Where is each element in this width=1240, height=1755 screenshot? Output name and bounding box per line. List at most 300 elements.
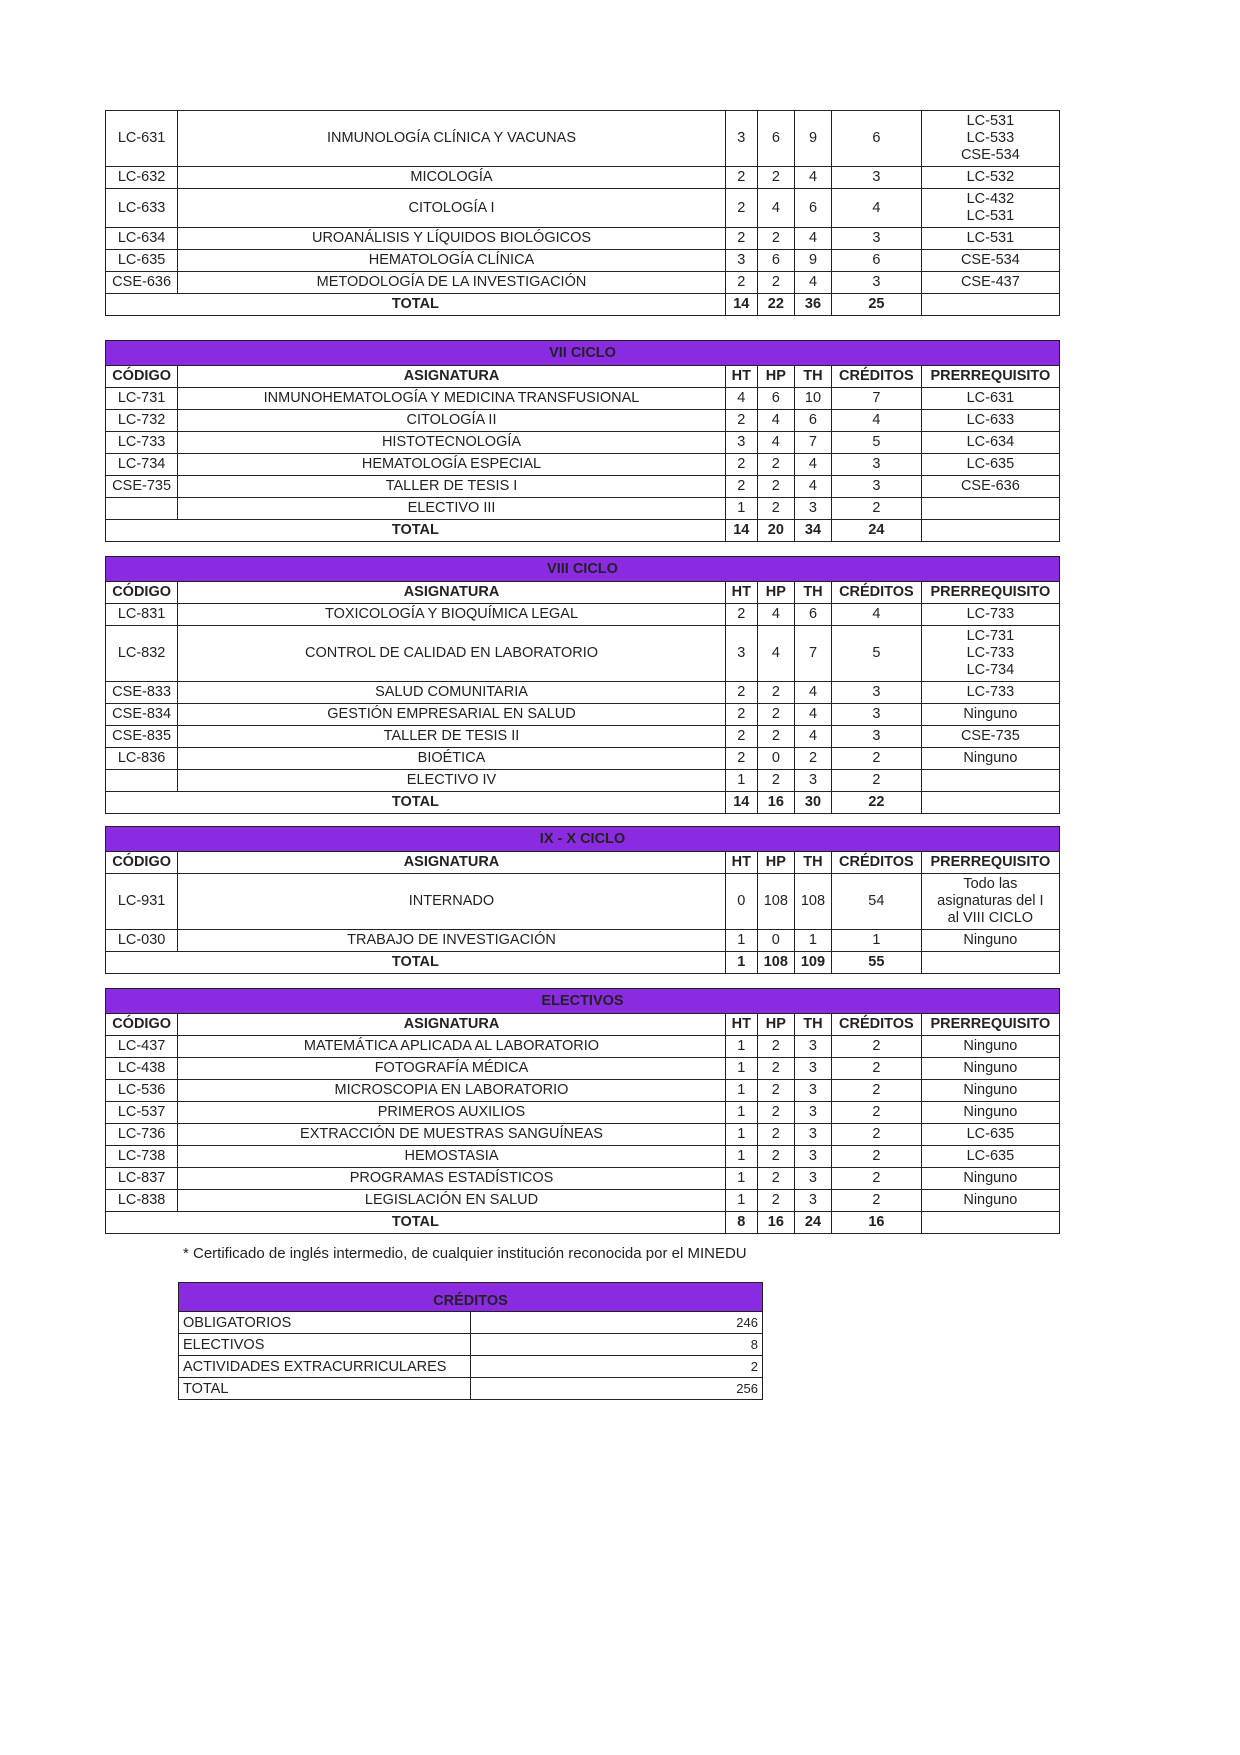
header-prerrequisito: PRERREQUISITO — [921, 366, 1059, 388]
cell-ht: 0 — [725, 874, 757, 930]
cell-creditos: 3 — [832, 272, 922, 294]
prerequisite: Ninguno — [963, 750, 1018, 766]
cell-ht: 1 — [725, 1058, 757, 1080]
creditos-table — [178, 1282, 763, 1400]
total-ht: 8 — [725, 1212, 757, 1234]
prerequisite: Ninguno — [963, 1104, 1018, 1120]
cell-hp: 2 — [757, 726, 794, 748]
total-ht: 14 — [725, 520, 757, 542]
cell-ht: 2 — [725, 410, 757, 432]
total-hp: 20 — [757, 520, 794, 542]
cell-codigo — [106, 498, 178, 520]
prerequisite: Todo las — [963, 876, 1018, 892]
total-creditos: 16 — [832, 1212, 922, 1234]
cell-hp: 0 — [757, 930, 794, 952]
curriculum-section — [105, 826, 1060, 974]
cell-ht: 2 — [725, 476, 757, 498]
cell-prerrequisito — [921, 682, 1059, 704]
cell-prerrequisito — [921, 1102, 1059, 1124]
total-label: TOTAL — [106, 294, 726, 316]
cell-hp: 2 — [757, 272, 794, 294]
curriculum-table — [105, 826, 1060, 974]
table-row — [106, 228, 1060, 250]
cell-asignatura: BIOÉTICA — [178, 748, 726, 770]
cell-th: 6 — [794, 189, 831, 228]
total-blank — [921, 520, 1059, 542]
table-row — [106, 250, 1060, 272]
cell-codigo: LC-733 — [106, 432, 178, 454]
cell-codigo: LC-736 — [106, 1124, 178, 1146]
cell-creditos: 6 — [832, 111, 922, 167]
cell-prerrequisito — [921, 1146, 1059, 1168]
total-row — [106, 520, 1060, 542]
cell-prerrequisito — [921, 874, 1059, 930]
header-asignatura: ASIGNATURA — [178, 852, 726, 874]
cell-creditos: 2 — [832, 1124, 922, 1146]
cell-th: 3 — [794, 498, 831, 520]
cell-th: 4 — [794, 272, 831, 294]
cell-ht: 2 — [725, 604, 757, 626]
cell-th: 1 — [794, 930, 831, 952]
total-ht: 14 — [725, 792, 757, 814]
cell-asignatura: HISTOTECNOLOGÍA — [178, 432, 726, 454]
header-ht: HT — [725, 366, 757, 388]
cell-codigo: LC-536 — [106, 1080, 178, 1102]
cell-hp: 2 — [757, 498, 794, 520]
total-label: TOTAL — [106, 1212, 726, 1234]
cell-th: 3 — [794, 1190, 831, 1212]
table-row — [106, 454, 1060, 476]
cell-ht: 1 — [725, 1146, 757, 1168]
cell-th: 7 — [794, 626, 831, 682]
header-prerrequisito: PRERREQUISITO — [921, 582, 1059, 604]
cell-ht: 1 — [725, 498, 757, 520]
curriculum-section — [105, 110, 1060, 316]
section-title: IX - X CICLO — [106, 827, 1060, 852]
cell-prerrequisito — [921, 432, 1059, 454]
prerequisite: LC-635 — [966, 456, 1015, 472]
prerequisite: LC-432 — [966, 191, 1015, 207]
total-row — [106, 952, 1060, 974]
cell-creditos: 2 — [832, 1146, 922, 1168]
prerequisite: LC-634 — [966, 434, 1015, 450]
cell-th: 3 — [794, 1168, 831, 1190]
cell-creditos: 2 — [832, 770, 922, 792]
cell-hp: 2 — [757, 1036, 794, 1058]
header-ht: HT — [725, 852, 757, 874]
cell-codigo: LC-831 — [106, 604, 178, 626]
total-hp: 108 — [757, 952, 794, 974]
prerequisite: LC-532 — [966, 169, 1015, 185]
total-th: 24 — [794, 1212, 831, 1234]
table-row — [106, 1146, 1060, 1168]
table-row — [106, 167, 1060, 189]
cell-ht: 1 — [725, 1168, 757, 1190]
cell-hp: 6 — [757, 250, 794, 272]
cell-prerrequisito — [921, 228, 1059, 250]
cell-codigo: LC-931 — [106, 874, 178, 930]
cell-codigo: LC-837 — [106, 1168, 178, 1190]
cell-ht: 3 — [725, 250, 757, 272]
cell-prerrequisito — [921, 410, 1059, 432]
cell-ht: 2 — [725, 228, 757, 250]
table-row — [106, 498, 1060, 520]
table-row — [106, 1036, 1060, 1058]
header-creditos: CRÉDITOS — [832, 852, 922, 874]
curriculum-table — [105, 556, 1060, 814]
prerequisite: Ninguno — [963, 1082, 1018, 1098]
prerequisite: LC-631 — [966, 390, 1015, 406]
cell-codigo: CSE-636 — [106, 272, 178, 294]
cell-creditos: 54 — [832, 874, 922, 930]
table-row — [106, 874, 1060, 930]
cell-asignatura: PRIMEROS AUXILIOS — [178, 1102, 726, 1124]
total-blank — [921, 952, 1059, 974]
table-row — [106, 682, 1060, 704]
curriculum-section — [105, 340, 1060, 542]
cell-asignatura: HEMATOLOGÍA ESPECIAL — [178, 454, 726, 476]
cell-hp: 2 — [757, 1080, 794, 1102]
cell-ht: 3 — [725, 626, 757, 682]
cell-ht: 1 — [725, 1190, 757, 1212]
cell-codigo: CSE-835 — [106, 726, 178, 748]
cell-creditos: 3 — [832, 167, 922, 189]
cell-asignatura: TOXICOLOGÍA Y BIOQUÍMICA LEGAL — [178, 604, 726, 626]
cell-creditos: 2 — [832, 748, 922, 770]
cell-ht: 2 — [725, 272, 757, 294]
cell-codigo: LC-838 — [106, 1190, 178, 1212]
cell-asignatura: MICOLOGÍA — [178, 167, 726, 189]
cell-prerrequisito — [921, 388, 1059, 410]
cell-ht: 3 — [725, 432, 757, 454]
cell-asignatura: INTERNADO — [178, 874, 726, 930]
table-row — [106, 272, 1060, 294]
cell-hp: 2 — [757, 770, 794, 792]
section-title: VIII CICLO — [106, 557, 1060, 582]
header-prerrequisito: PRERREQUISITO — [921, 1014, 1059, 1036]
cell-asignatura: CITOLOGÍA II — [178, 410, 726, 432]
cell-hp: 4 — [757, 432, 794, 454]
header-creditos: CRÉDITOS — [832, 582, 922, 604]
cell-creditos: 4 — [832, 189, 922, 228]
curriculum-table — [105, 988, 1060, 1234]
header-th: TH — [794, 852, 831, 874]
cell-hp: 2 — [757, 228, 794, 250]
total-blank — [921, 294, 1059, 316]
cell-codigo: LC-437 — [106, 1036, 178, 1058]
cell-th: 6 — [794, 410, 831, 432]
cell-prerrequisito — [921, 167, 1059, 189]
total-hp: 22 — [757, 294, 794, 316]
cell-prerrequisito — [921, 476, 1059, 498]
cell-th: 4 — [794, 167, 831, 189]
cell-codigo: LC-734 — [106, 454, 178, 476]
prerequisite: asignaturas del I — [937, 893, 1044, 909]
cell-hp: 2 — [757, 454, 794, 476]
cell-codigo: LC-732 — [106, 410, 178, 432]
cell-th: 4 — [794, 454, 831, 476]
table-header-row — [106, 852, 1060, 874]
table-row — [106, 1124, 1060, 1146]
table-row — [106, 1080, 1060, 1102]
cell-th: 9 — [794, 111, 831, 167]
cell-th: 2 — [794, 748, 831, 770]
prerequisite: al VIII CICLO — [947, 910, 1034, 926]
cell-asignatura: FOTOGRAFÍA MÉDICA — [178, 1058, 726, 1080]
cell-asignatura: GESTIÓN EMPRESARIAL EN SALUD — [178, 704, 726, 726]
prerequisite: CSE-534 — [960, 252, 1020, 268]
cell-hp: 4 — [757, 626, 794, 682]
table-row — [106, 626, 1060, 682]
cell-ht: 2 — [725, 167, 757, 189]
cell-asignatura: EXTRACCIÓN DE MUESTRAS SANGUÍNEAS — [178, 1124, 726, 1146]
header-asignatura: ASIGNATURA — [178, 366, 726, 388]
prerequisite: CSE-437 — [960, 274, 1020, 290]
cell-hp: 4 — [757, 410, 794, 432]
table-row — [106, 111, 1060, 167]
cell-prerrequisito — [921, 604, 1059, 626]
cell-th: 3 — [794, 1124, 831, 1146]
header-asignatura: ASIGNATURA — [178, 1014, 726, 1036]
cell-creditos: 4 — [832, 410, 922, 432]
cell-asignatura: CITOLOGÍA I — [178, 189, 726, 228]
header-hp: HP — [757, 1014, 794, 1036]
cell-codigo: LC-631 — [106, 111, 178, 167]
header-codigo: CÓDIGO — [106, 366, 178, 388]
prerequisite: LC-734 — [966, 662, 1015, 678]
cell-codigo: LC-438 — [106, 1058, 178, 1080]
cell-hp: 2 — [757, 1146, 794, 1168]
cell-creditos: 3 — [832, 476, 922, 498]
cell-asignatura: TRABAJO DE INVESTIGACIÓN — [178, 930, 726, 952]
cell-creditos: 3 — [832, 228, 922, 250]
cell-creditos: 3 — [832, 726, 922, 748]
cell-prerrequisito — [921, 1080, 1059, 1102]
cell-codigo: LC-832 — [106, 626, 178, 682]
cell-codigo: LC-731 — [106, 388, 178, 410]
cell-prerrequisito — [921, 1190, 1059, 1212]
cell-prerrequisito — [921, 250, 1059, 272]
cell-codigo: LC-634 — [106, 228, 178, 250]
cell-hp: 2 — [757, 167, 794, 189]
cell-asignatura: PROGRAMAS ESTADÍSTICOS — [178, 1168, 726, 1190]
cell-hp: 4 — [757, 604, 794, 626]
cell-asignatura: UROANÁLISIS Y LÍQUIDOS BIOLÓGICOS — [178, 228, 726, 250]
prerequisite: CSE-735 — [960, 728, 1020, 744]
cell-ht: 1 — [725, 1124, 757, 1146]
cell-prerrequisito — [921, 930, 1059, 952]
cell-asignatura: MICROSCOPIA EN LABORATORIO — [178, 1080, 726, 1102]
table-row — [106, 476, 1060, 498]
total-ht: 14 — [725, 294, 757, 316]
header-ht: HT — [725, 1014, 757, 1036]
cell-ht: 2 — [725, 726, 757, 748]
cell-codigo: LC-030 — [106, 930, 178, 952]
header-th: TH — [794, 582, 831, 604]
table-row — [106, 604, 1060, 626]
cell-ht: 2 — [725, 682, 757, 704]
creditos-row: ELECTIVOS 8 — [179, 1334, 763, 1356]
table-row — [106, 432, 1060, 454]
total-label: TOTAL — [106, 952, 726, 974]
cell-codigo: LC-537 — [106, 1102, 178, 1124]
cell-hp: 2 — [757, 1102, 794, 1124]
prerequisite: Ninguno — [963, 1192, 1018, 1208]
cell-ht: 1 — [725, 770, 757, 792]
cell-hp: 2 — [757, 1190, 794, 1212]
cell-ht: 2 — [725, 454, 757, 476]
curriculum-section — [105, 988, 1060, 1234]
cell-ht: 1 — [725, 1102, 757, 1124]
cell-asignatura: LEGISLACIÓN EN SALUD — [178, 1190, 726, 1212]
section-title: VII CICLO — [106, 341, 1060, 366]
total-th: 34 — [794, 520, 831, 542]
cell-creditos: 3 — [832, 454, 922, 476]
prerequisite: Ninguno — [963, 1060, 1018, 1076]
cell-prerrequisito — [921, 454, 1059, 476]
cell-prerrequisito — [921, 189, 1059, 228]
cell-codigo: LC-836 — [106, 748, 178, 770]
cell-ht: 1 — [725, 1036, 757, 1058]
prerequisite: LC-633 — [966, 412, 1015, 428]
cell-hp: 0 — [757, 748, 794, 770]
prerequisite: Ninguno — [963, 1170, 1018, 1186]
creditos-row: ACTIVIDADES EXTRACURRICULARES 2 — [179, 1356, 763, 1378]
header-codigo: CÓDIGO — [106, 852, 178, 874]
header-hp: HP — [757, 852, 794, 874]
cell-hp: 6 — [757, 388, 794, 410]
total-blank — [921, 792, 1059, 814]
cell-codigo: CSE-834 — [106, 704, 178, 726]
cell-creditos: 2 — [832, 1190, 922, 1212]
table-row — [106, 1102, 1060, 1124]
cell-codigo: LC-633 — [106, 189, 178, 228]
cell-asignatura: ELECTIVO IV — [178, 770, 726, 792]
cell-th: 3 — [794, 1058, 831, 1080]
cell-asignatura: SALUD COMUNITARIA — [178, 682, 726, 704]
prerequisite: LC-731 — [966, 628, 1015, 644]
header-th: TH — [794, 1014, 831, 1036]
header-asignatura: ASIGNATURA — [178, 582, 726, 604]
cell-creditos: 2 — [832, 1102, 922, 1124]
creditos-row: TOTAL 256 — [179, 1378, 763, 1400]
table-row — [106, 1168, 1060, 1190]
table-header-row — [106, 366, 1060, 388]
table-header-row — [106, 582, 1060, 604]
cell-th: 6 — [794, 604, 831, 626]
table-header-row — [106, 1014, 1060, 1036]
header-hp: HP — [757, 366, 794, 388]
cell-th: 4 — [794, 682, 831, 704]
cell-hp: 108 — [757, 874, 794, 930]
header-codigo: CÓDIGO — [106, 582, 178, 604]
cell-hp: 2 — [757, 476, 794, 498]
table-row — [106, 1190, 1060, 1212]
cell-hp: 2 — [757, 704, 794, 726]
total-creditos: 55 — [832, 952, 922, 974]
cell-th: 3 — [794, 1080, 831, 1102]
header-creditos: CRÉDITOS — [832, 1014, 922, 1036]
cell-hp: 2 — [757, 682, 794, 704]
total-th: 36 — [794, 294, 831, 316]
cell-th: 4 — [794, 704, 831, 726]
total-row — [106, 294, 1060, 316]
prerequisite: Ninguno — [963, 706, 1018, 722]
cell-creditos: 2 — [832, 1168, 922, 1190]
cell-prerrequisito — [921, 1036, 1059, 1058]
cell-prerrequisito — [921, 1168, 1059, 1190]
prerequisite: LC-531 — [966, 230, 1015, 246]
cell-codigo: LC-738 — [106, 1146, 178, 1168]
prerequisite: LC-733 — [966, 684, 1015, 700]
cell-asignatura: INMUNOLOGÍA CLÍNICA Y VACUNAS — [178, 111, 726, 167]
cell-creditos: 2 — [832, 1080, 922, 1102]
creditos-title: CRÉDITOS — [179, 1283, 763, 1312]
cell-asignatura: HEMATOLOGÍA CLÍNICA — [178, 250, 726, 272]
cell-creditos: 3 — [832, 682, 922, 704]
table-row — [106, 930, 1060, 952]
section-title: ELECTIVOS — [106, 989, 1060, 1014]
cell-hp: 4 — [757, 189, 794, 228]
cell-asignatura: ELECTIVO III — [178, 498, 726, 520]
cell-prerrequisito — [921, 726, 1059, 748]
cell-th: 9 — [794, 250, 831, 272]
header-th: TH — [794, 366, 831, 388]
creditos-row: OBLIGATORIOS 246 — [179, 1312, 763, 1334]
total-row — [106, 792, 1060, 814]
cell-hp: 6 — [757, 111, 794, 167]
total-label: TOTAL — [106, 520, 726, 542]
prerequisite: LC-531 — [966, 113, 1015, 129]
cell-ht: 1 — [725, 1080, 757, 1102]
cell-th: 3 — [794, 770, 831, 792]
total-row — [106, 1212, 1060, 1234]
prerequisite: LC-533 — [966, 130, 1015, 146]
table-row — [106, 748, 1060, 770]
cell-codigo: LC-632 — [106, 167, 178, 189]
cell-hp: 2 — [757, 1124, 794, 1146]
table-row — [106, 704, 1060, 726]
prerequisite: LC-635 — [966, 1148, 1015, 1164]
cell-prerrequisito — [921, 770, 1059, 792]
cell-creditos: 3 — [832, 704, 922, 726]
cell-prerrequisito — [921, 626, 1059, 682]
cell-creditos: 2 — [832, 1036, 922, 1058]
cell-codigo: CSE-735 — [106, 476, 178, 498]
cell-prerrequisito — [921, 748, 1059, 770]
cell-th: 4 — [794, 476, 831, 498]
cell-th: 3 — [794, 1146, 831, 1168]
curriculum-section — [105, 556, 1060, 814]
total-label: TOTAL — [106, 792, 726, 814]
header-ht: HT — [725, 582, 757, 604]
cell-asignatura: TALLER DE TESIS II — [178, 726, 726, 748]
total-hp: 16 — [757, 792, 794, 814]
cell-prerrequisito — [921, 704, 1059, 726]
table-row — [106, 410, 1060, 432]
cell-th: 4 — [794, 228, 831, 250]
cell-asignatura: HEMOSTASIA — [178, 1146, 726, 1168]
table-row — [106, 189, 1060, 228]
cell-creditos: 2 — [832, 498, 922, 520]
header-hp: HP — [757, 582, 794, 604]
cell-asignatura: TALLER DE TESIS I — [178, 476, 726, 498]
prerequisite: Ninguno — [963, 932, 1018, 948]
prerequisite: Ninguno — [963, 1038, 1018, 1054]
cell-th: 7 — [794, 432, 831, 454]
cell-th: 4 — [794, 726, 831, 748]
total-blank — [921, 1212, 1059, 1234]
